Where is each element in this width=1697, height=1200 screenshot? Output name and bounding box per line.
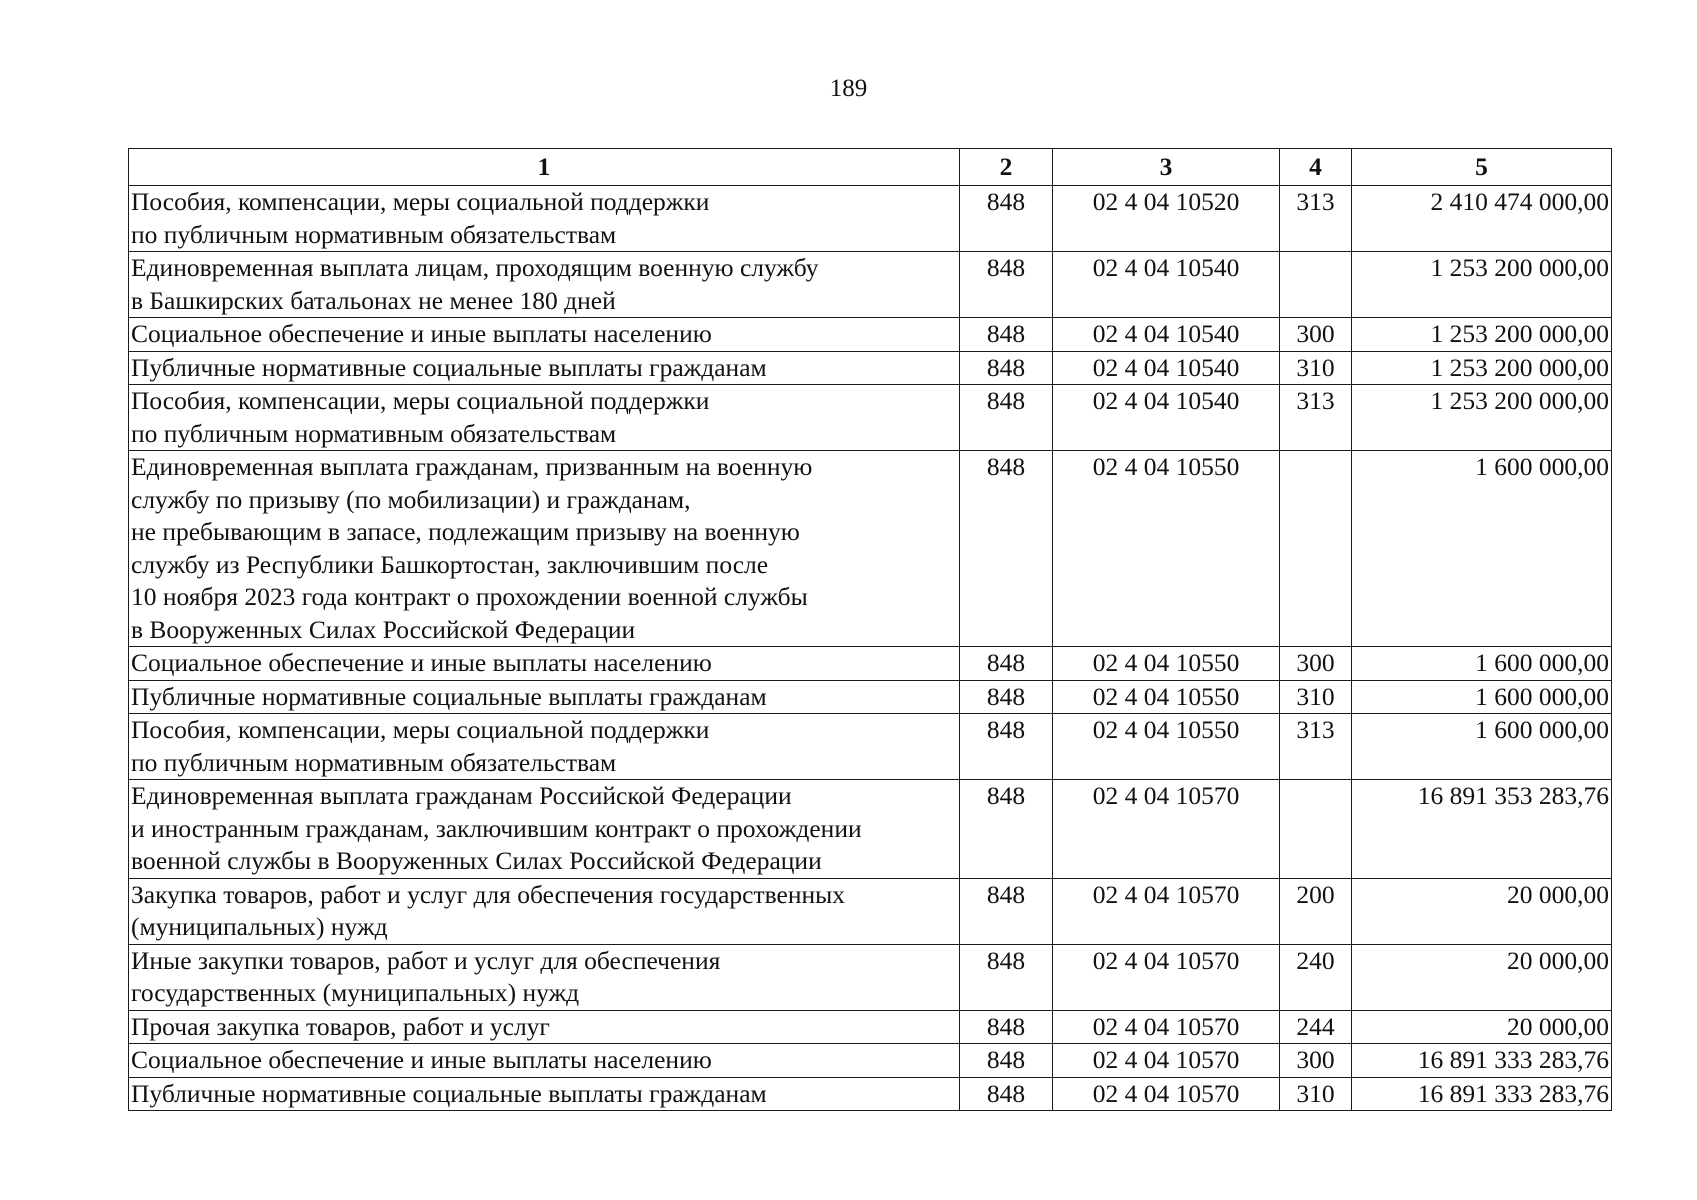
expense-name-cell: [129, 780, 960, 879]
expense-name-line: Прочая закупка товаров, работ и услуг: [131, 1011, 550, 1041]
expense-name-cell: [129, 1010, 960, 1044]
table-row: [129, 318, 1612, 352]
expense-name-line: службу из Республики Башкортостан, заключившим после: [131, 549, 769, 579]
expense-name-cell: [129, 451, 960, 647]
expense-name-cell: [129, 680, 960, 714]
table-row: [129, 1010, 1612, 1044]
expense-type-cell: 310: [1280, 351, 1352, 385]
expense-name-line: по публичным нормативным обязательствам: [131, 418, 617, 448]
ministry-code-cell: 848: [960, 252, 1053, 318]
target-article-cell: 02 4 04 10550: [1053, 680, 1280, 714]
amount-cell: 20 000,00: [1352, 944, 1612, 1010]
expense-name-line: по публичным нормативным обязательствам: [131, 747, 617, 777]
expense-name-line: Единовременная выплата лицам, проходящим военную службу: [131, 253, 819, 282]
header-col-3: 3: [1053, 149, 1280, 186]
ministry-code-cell: 848: [960, 451, 1053, 647]
expense-type-cell: 313: [1280, 714, 1352, 780]
table-row: [129, 647, 1612, 681]
expense-name-line: Публичные нормативные социальные выплаты гражданам: [131, 681, 767, 711]
expense-name-line: Социальное обеспечение и иные выплаты населению: [131, 1045, 712, 1074]
amount-cell: 1 600 000,00: [1352, 714, 1612, 780]
expense-name-line: Пособия, компенсации, меры социальной поддержки: [131, 715, 710, 744]
amount-cell: 1 600 000,00: [1352, 680, 1612, 714]
amount-cell: 16 891 333 283,76: [1352, 1044, 1612, 1078]
amount-cell: 1 253 200 000,00: [1352, 252, 1612, 318]
table-row: [129, 186, 1612, 252]
target-article-cell: 02 4 04 10550: [1053, 647, 1280, 681]
table-row: [129, 451, 1612, 647]
expense-name-cell: [129, 318, 960, 352]
page-number: 189: [829, 75, 868, 102]
table-row: [129, 252, 1612, 318]
expense-name-line: Единовременная выплата гражданам, призванным на военную: [131, 452, 813, 481]
amount-cell: 1 600 000,00: [1352, 451, 1612, 647]
expense-name-cell: [129, 186, 960, 252]
expense-name-cell: [129, 351, 960, 385]
expense-name-cell: [129, 1077, 960, 1111]
table-body: [129, 186, 1612, 1111]
amount-cell: 1 600 000,00: [1352, 647, 1612, 681]
expense-name-line: Иные закупки товаров, работ и услуг для обеспечения: [131, 945, 721, 975]
expense-type-cell: [1280, 451, 1352, 647]
target-article-cell: 02 4 04 10550: [1053, 451, 1280, 647]
target-article-cell: 02 4 04 10570: [1053, 1044, 1280, 1078]
target-article-cell: 02 4 04 10540: [1053, 318, 1280, 352]
ministry-code-cell: 848: [960, 944, 1053, 1010]
target-article-cell: 02 4 04 10540: [1053, 351, 1280, 385]
expense-name-cell: [129, 944, 960, 1010]
budget-table: [128, 148, 1612, 1111]
table-row: [129, 780, 1612, 879]
amount-cell: 1 253 200 000,00: [1352, 351, 1612, 385]
expense-type-cell: [1280, 252, 1352, 318]
expense-type-cell: 300: [1280, 318, 1352, 352]
expense-name-line: Публичные нормативные социальные выплаты гражданам: [131, 352, 767, 382]
expense-type-cell: 310: [1280, 680, 1352, 714]
ministry-code-cell: 848: [960, 385, 1053, 451]
expense-name-line: Социальное обеспечение и иные выплаты населению: [131, 319, 712, 348]
expense-name-line: (муниципальных) нужд: [131, 912, 388, 941]
expense-name-cell: [129, 1044, 960, 1078]
ministry-code-cell: 848: [960, 1077, 1053, 1111]
amount-cell: 20 000,00: [1352, 1010, 1612, 1044]
expense-type-cell: 200: [1280, 878, 1352, 944]
amount-cell: 16 891 353 283,76: [1352, 780, 1612, 879]
expense-name-line: в Башкирских батальонах не менее 180 дней: [131, 285, 616, 315]
ministry-code-cell: 848: [960, 780, 1053, 879]
expense-name-line: не пребывающим в запасе, подлежащим призыву на военную: [131, 517, 800, 546]
expense-type-cell: 313: [1280, 186, 1352, 252]
amount-cell: 16 891 333 283,76: [1352, 1077, 1612, 1111]
expense-name-line: и иностранным гражданам, заключившим контракт о прохождении: [131, 813, 862, 843]
expense-name-line: Пособия, компенсации, меры социальной поддержки: [131, 187, 710, 216]
target-article-cell: 02 4 04 10540: [1053, 385, 1280, 451]
ministry-code-cell: 848: [960, 318, 1053, 352]
header-col-1: 1: [129, 149, 960, 186]
expense-name-cell: [129, 878, 960, 944]
expense-name-cell: [129, 252, 960, 318]
expense-type-cell: [1280, 780, 1352, 879]
ministry-code-cell: 848: [960, 1010, 1053, 1044]
expense-type-cell: 313: [1280, 385, 1352, 451]
table-row: [129, 944, 1612, 1010]
table-row: [129, 1044, 1612, 1078]
table-row: [129, 385, 1612, 451]
expense-name-line: Пособия, компенсации, меры социальной поддержки: [131, 386, 710, 415]
header-col-5: 5: [1352, 149, 1612, 186]
table-row: [129, 878, 1612, 944]
expense-name-line: Закупка товаров, работ и услуг для обеспечения государственных: [131, 879, 846, 909]
expense-type-cell: 300: [1280, 1044, 1352, 1078]
expense-name-cell: [129, 714, 960, 780]
header-col-2: 2: [960, 149, 1053, 186]
expense-name-line: службу по призыву (по мобилизации) и гражданам,: [131, 484, 691, 514]
target-article-cell: 02 4 04 10570: [1053, 878, 1280, 944]
expense-name-line: государственных (муниципальных) нужд: [131, 978, 580, 1007]
expense-name-line: по публичным нормативным обязательствам: [131, 219, 617, 249]
ministry-code-cell: 848: [960, 647, 1053, 681]
expense-type-cell: 244: [1280, 1010, 1352, 1044]
expense-type-cell: 310: [1280, 1077, 1352, 1111]
expense-type-cell: 300: [1280, 647, 1352, 681]
header-col-4: 4: [1280, 149, 1352, 186]
ministry-code-cell: 848: [960, 878, 1053, 944]
table-row: [129, 680, 1612, 714]
amount-cell: 1 253 200 000,00: [1352, 385, 1612, 451]
expense-name-line: Социальное обеспечение и иные выплаты населению: [131, 648, 712, 677]
amount-cell: 1 253 200 000,00: [1352, 318, 1612, 352]
amount-cell: 2 410 474 000,00: [1352, 186, 1612, 252]
target-article-cell: 02 4 04 10570: [1053, 1077, 1280, 1111]
expense-name-cell: [129, 647, 960, 681]
amount-cell: 20 000,00: [1352, 878, 1612, 944]
table-row: [129, 1077, 1612, 1111]
target-article-cell: 02 4 04 10520: [1053, 186, 1280, 252]
ministry-code-cell: 848: [960, 680, 1053, 714]
table-row: [129, 714, 1612, 780]
ministry-code-cell: 848: [960, 1044, 1053, 1078]
target-article-cell: 02 4 04 10570: [1053, 1010, 1280, 1044]
expense-name-line: в Вооруженных Силах Российской Федерации: [131, 614, 636, 644]
target-article-cell: 02 4 04 10540: [1053, 252, 1280, 318]
ministry-code-cell: 848: [960, 351, 1053, 385]
expense-name-line: Единовременная выплата гражданам Российской Федерации: [131, 781, 792, 810]
expense-name-line: Публичные нормативные социальные выплаты гражданам: [131, 1078, 767, 1108]
ministry-code-cell: 848: [960, 186, 1053, 252]
expense-name-line: 10 ноября 2023 года контракт о прохождении военной службы: [131, 582, 808, 611]
expense-type-cell: 240: [1280, 944, 1352, 1010]
target-article-cell: 02 4 04 10550: [1053, 714, 1280, 780]
expense-name-line: военной службы в Вооруженных Силах Российской Федерации: [131, 846, 822, 875]
target-article-cell: 02 4 04 10570: [1053, 780, 1280, 879]
expense-name-cell: [129, 385, 960, 451]
target-article-cell: 02 4 04 10570: [1053, 944, 1280, 1010]
ministry-code-cell: 848: [960, 714, 1053, 780]
header-row: [129, 149, 1612, 186]
table-row: [129, 351, 1612, 385]
